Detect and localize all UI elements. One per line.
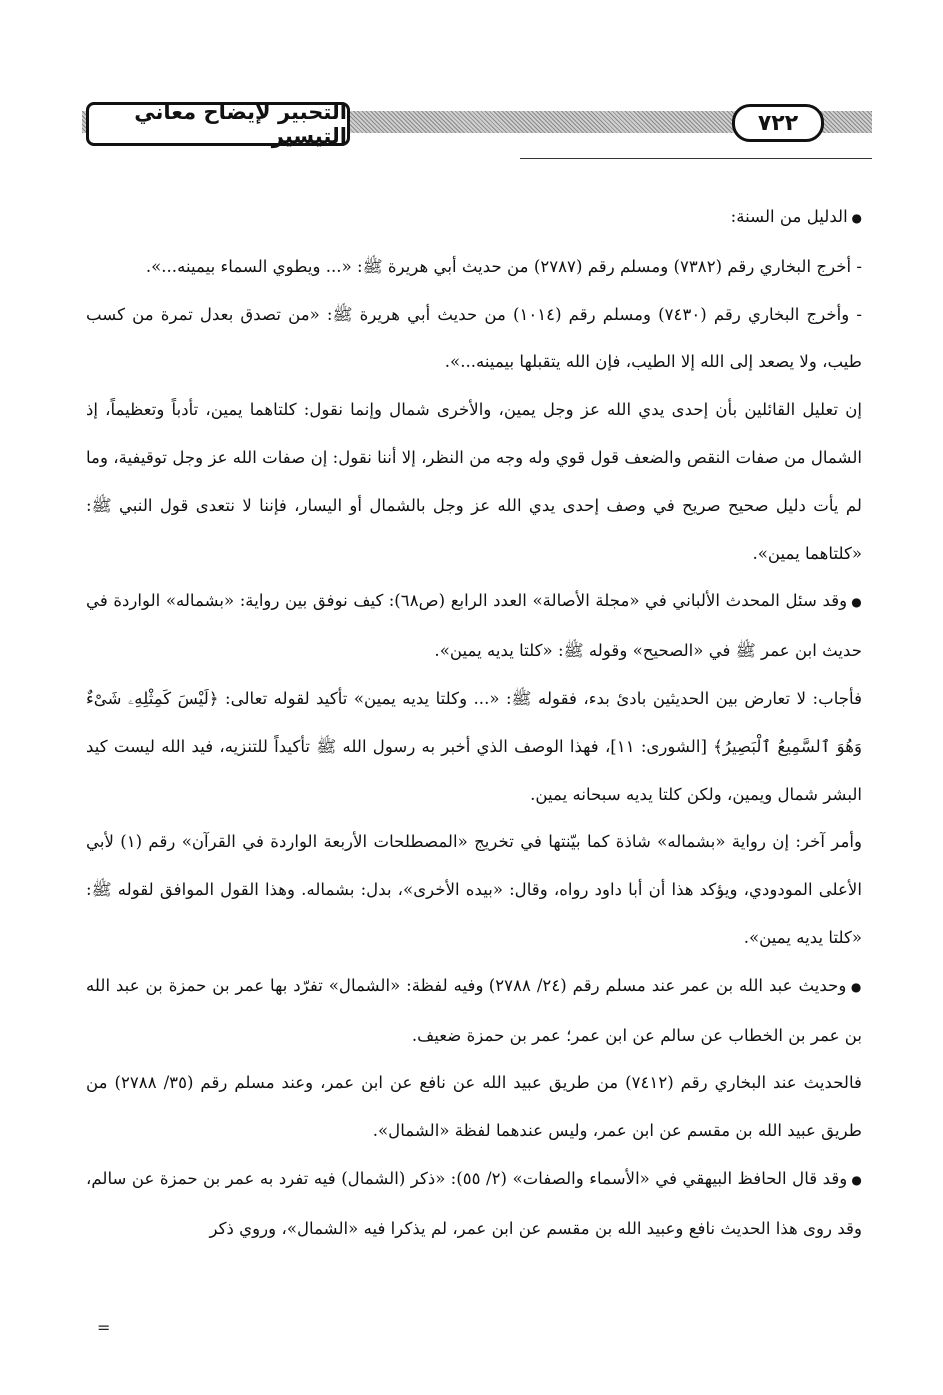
paragraph: - أخرج البخاري رقم (٧٣٨٢) ومسلم رقم (٢٧٨٧) من حديث أبي هريرة ﷺ: «... ويطوي السماء بيمينه...». xyxy=(145,256,862,276)
section-heading: ● الدليل من السنة: xyxy=(86,193,862,243)
paragraph: فالحديث عند البخاري رقم (٧٤١٢) من طريق عبيد الله عن نافع عن ابن عمر، وعند مسلم رقم (٣٥/ ٢٧٨٨) من طريق عبيد الله بن مقسم عن ابن عمر، وليس عندهما لفظة «الشمال». xyxy=(86,1073,862,1141)
paragraph: إن تعليل القائلين بأن إحدى يدي الله عز وجل يمين، والأخرى شمال وإنما نقول: كلتاهما يمين، تأدباً وتعظيماً، إذ الشمال من صفات النقص والضعف قول قوي وله وجه من النظر، إلا أننا نقول: إن صفات الله عز وجل توقيفية، وما لم يأت دليل صحيح صريح في وصف إحدى يدي الله عز وجل بالشمال أو اليسار، فإننا لا نتعدى قول النبي ﷺ: «كلتاهما يمين». xyxy=(86,400,862,563)
book-title: التحبير لإيضاح معاني التيسير xyxy=(86,102,350,146)
page-body xyxy=(86,193,862,1253)
footer-mark: = xyxy=(97,1318,111,1337)
page-header xyxy=(82,98,872,146)
header-rule xyxy=(520,158,872,159)
paragraph: ● وقد قال الحافظ البيهقي في «الأسماء والصفات» (٢/ ٥٥): «ذكر (الشمال) فيه تفرد به عمر بن حمزة عن سالم، وقد روى هذا الحديث نافع وعبيد الله بن مقسم عن ابن عمر، لم يذكرا فيه «الشمال»، وروي ذكر xyxy=(86,1155,862,1253)
paragraph: ● وحديث عبد الله بن عمر عند مسلم رقم (٢٤/ ٢٧٨٨) وفيه لفظة: «الشمال» تفرّد بها عمر بن حمزة بن عبد الله بن عمر بن الخطاب عن سالم عن ابن عمر؛ عمر بن حمزة ضعيف. xyxy=(86,962,862,1060)
page-number: ٧٢٢ xyxy=(732,104,824,142)
paragraph: فأجاب: لا تعارض بين الحديثين بادئ بدء، فقوله ﷺ: «... وكلتا يديه يمين» تأكيد لقوله تعالى: ﴿لَيْسَ كَمِثْلِهِۦ شَىْءٌ وَهُوَ ٱلسَّمِيعُ ٱلْبَصِيرُ﴾ [الشورى: ١١]، فهذا الوصف الذي أخبر به رسول الله ﷺ تأكيداً للتنزيه، فيد الله ليست كيد البشر شمال ويمين، ولكن كلتا يديه سبحانه يمين. xyxy=(86,688,862,804)
paragraph: وأمر آخر: إن رواية «بشماله» شاذة كما بيّنتها في تخريج «المصطلحات الأربعة الواردة في القرآن» رقم (١) لأبي الأعلى المودودي، ويؤكد هذا أن أبا داود رواه، وقال: «بيده الأخرى»، بدل: بشماله. وهذا القول الموافق لقوله ﷺ: «كلتا يديه يمين». xyxy=(86,832,862,947)
paragraph: - وأخرج البخاري رقم (٧٤٣٠) ومسلم رقم (١٠١٤) من حديث أبي هريرة ﷺ: «من تصدق بعدل تمرة من كسب طيب، ولا يصعد إلى الله إلا الطيب، فإن الله يتقبلها بيمينه...». xyxy=(86,304,862,372)
paragraph: ● وقد سئل المحدث الألباني في «مجلة الأصالة» العدد الرابع (ص٦٨): كيف نوفق بين رواية: «بشماله» الواردة في حديث ابن عمر ﷺ في «الصحيح» وقوله ﷺ: «كلتا يديه يمين». xyxy=(86,577,862,675)
